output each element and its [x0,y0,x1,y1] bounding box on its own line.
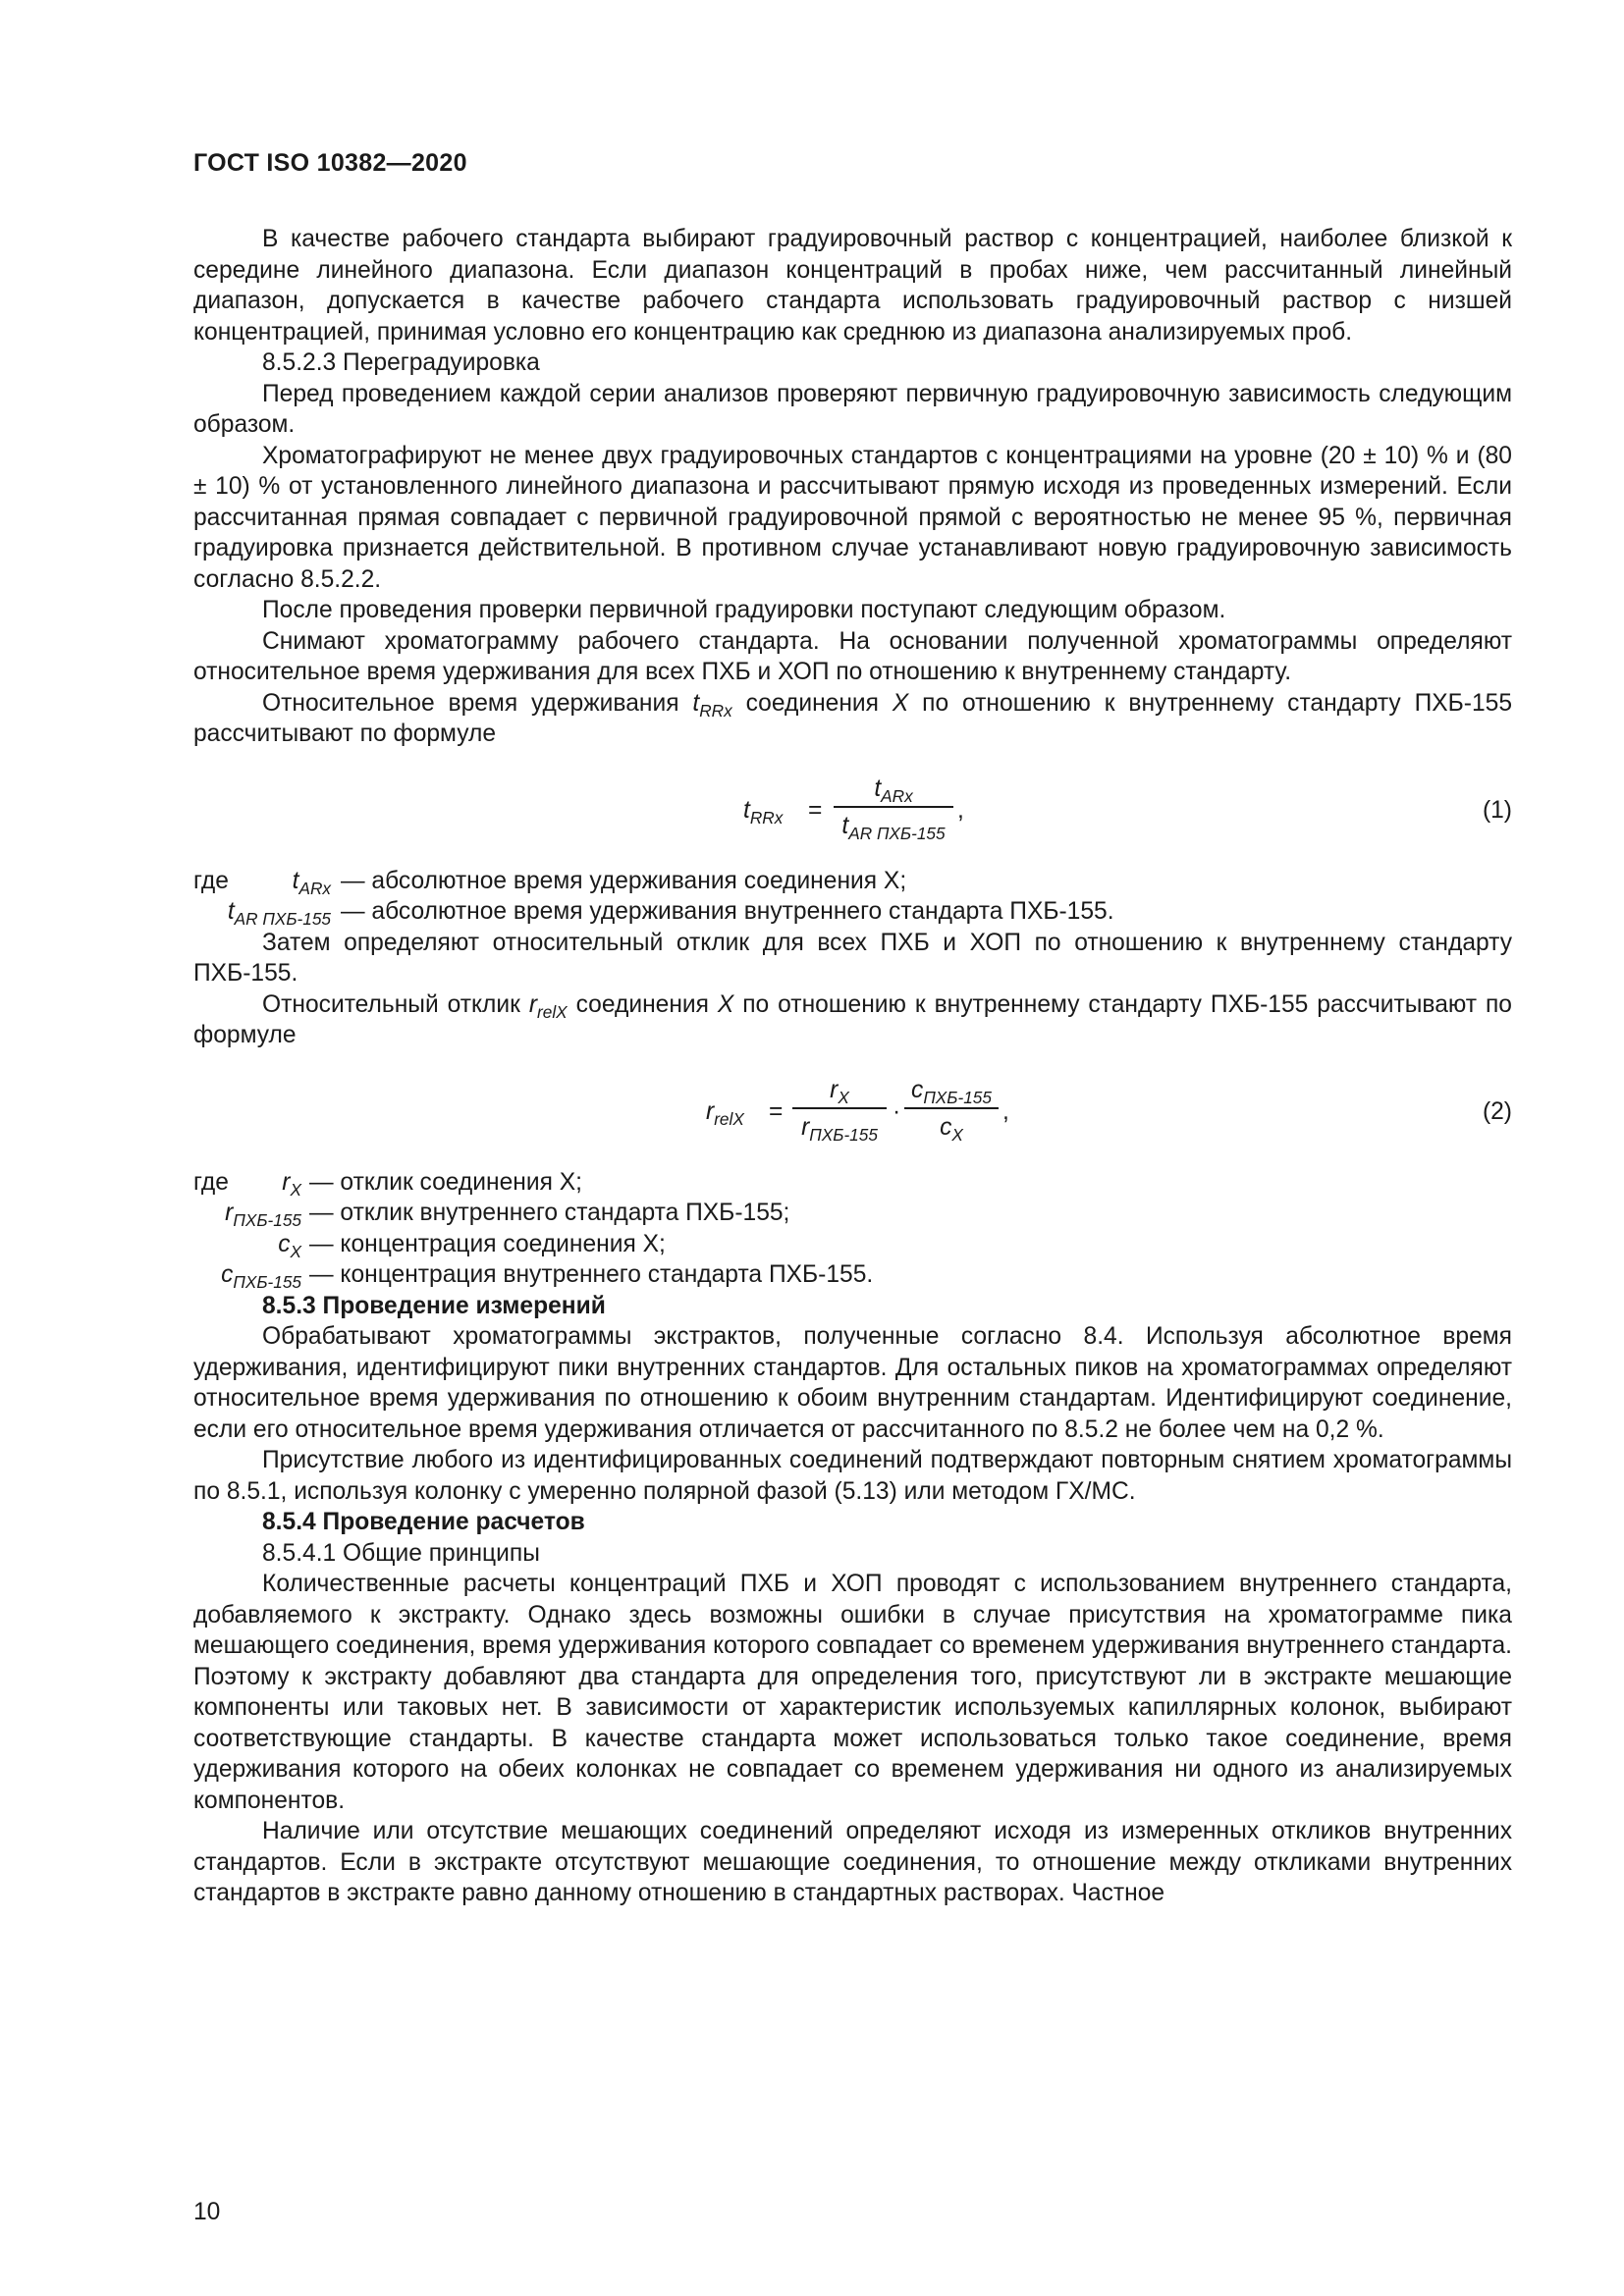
fraction [792,1075,887,1144]
fraction [904,1075,999,1144]
paragraph: Снимают хроматограмму рабочего стандарта. На основании полученной хроматограммы определяют относительное время удерживания для всех ПХБ и ХОП по отношению к внутреннему стандарту. [193,627,1512,685]
symbol: X [892,689,909,717]
where-text: — отклик внутреннего стандарта ПХБ-155; [309,1200,790,1226]
symbol: r [528,990,538,1018]
paragraph: Хроматографируют не менее двух градуировочных стандартов с концентрациями на уровне (20 ± 10) % и (80 ± 10) % от установленного линейного диапазона и рассчитывают прямую исходя из проведенных измерений. Если рассчитанная прямая совпадает с первичной градуировочной прямой с вероятностью не менее 95 %, первичная градуировка признается действительной. В противном случае устанавливают новую градуировочную зависимость согласно 8.5.2.2. [193,442,1512,593]
formula-number: (2) [1482,1097,1512,1125]
where-symbol: $c_{ПХБ-155}$ [221,1261,301,1293]
text-run: по отношению к внутреннему стандарту ПХБ-155 рассчитывают по формуле [193,990,1512,1048]
where-text: — концентрация соединения X; [309,1230,666,1257]
where-symbol: $t_{AR ПХБ-155}$ [227,898,331,930]
where-text: — концентрация внутреннего стандарта ПХБ-155. [309,1261,874,1288]
where-row [193,1259,1512,1291]
where-row [193,896,1512,928]
formula-1 [193,760,1512,858]
fraction-bar [792,1107,887,1109]
where-text: — абсолютное время удерживания внутреннего стандарта ПХБ-155. [341,898,1114,925]
where-symbol: $r_X$ [282,1168,301,1200]
text-run: соединения [731,689,893,717]
where-text: — абсолютное время удерживания соединения X; [341,867,907,894]
paragraph: В качестве рабочего стандарта выбирают градуировочный раствор с концентрацией, наиболее близкой к середине линейного диапазона. Если диапазон концентраций в пробах ниже, чем рассчитанный линейный диапазон, допускается в качестве рабочего стандарта использовать градуировочный раствор с низшей концентрацией, принимая условно его концентрацию как среднюю из диапазона анализируемых проб. [193,226,1512,346]
paragraph: Наличие или отсутствие мешающих соединений определяют исходя из измеренных откликов внутренних стандартов. Если в экстракте отсутствуют мешающие соединения, то отношение между откликами внутренних стандартов в экстракте равно данному отношению в стандартных растворах. Частное [193,1818,1512,1906]
where-row [193,1167,1512,1199]
fraction-bar [904,1107,999,1109]
paragraph: Затем определяют относительный отклик для всех ПХБ и ХОП по отношению к внутреннему стандарту ПХБ-155. [193,929,1512,987]
where-symbol: $r_{ПХБ-155}$ [225,1200,301,1231]
where-row [193,866,1512,897]
formula-number: (1) [1482,796,1512,824]
fraction-bar [834,806,953,808]
subscript: RRx [699,700,732,721]
paragraph [193,688,1512,750]
where-label: где [193,867,229,894]
paragraph: Обрабатывают хроматограммы экстрактов, полученные согласно 8.4. Используя абсолютное время удерживания, идентифицируют пики внутренних стандартов. Для остальных пиков на хроматограммах определяют относительное время удерживания по отношению к обоим внутренним стандартам. Идентифицируют соединение, если его относительное время удерживания отличается от рассчитанного по 8.5.2 не более чем на 0,2 %. [193,1323,1512,1443]
denominator: $r_{ПХБ-155}$ [801,1114,878,1146]
paragraph: Количественные расчеты концентраций ПХБ и ХОП проводят с использованием внутреннего стандарта, добавляемого к экстракту. Однако здесь возможны ошибки в случае присутствия на хроматограмме пика мешающего соединения, время удерживания которого совпадает со временем удерживания внутреннего стандарта. Поэтому к экстракту добавляют два стандарта для определения того, присутствуют ли в экстракте мешающие компоненты или таковых нет. В зависимости от характеристик используемых капиллярных колонок, выбирают соответствующие стандарты. В качестве стандарта может использоваться только такое соединение, время удерживания которого на обеих колонках не совпадает со временем удерживания ни одного из анализируемых компонентов. [193,1571,1512,1814]
formula-tail: , [1002,1097,1009,1125]
page-number: 10 [193,2199,221,2225]
where-row [193,1198,1512,1229]
where-text: — отклик соединения X; [309,1168,582,1196]
paragraph: После проведения проверки первичной градуировки поступают следующим образом. [262,597,1226,623]
where-row [193,1229,1512,1260]
denominator: $t_{AR ПХБ-155}$ [841,813,946,844]
where-symbol: $c_X$ [278,1230,301,1261]
denominator: $c_X$ [940,1114,963,1146]
equals-sign: = [808,796,823,824]
subsection-heading: 8.5.4.1 Общие принципы [262,1539,540,1567]
section-heading: 8.5.4 Проведение расчетов [262,1509,585,1535]
formula-2 [193,1061,1512,1159]
text-run: по отношению к внутреннему стандарту ПХБ-155 рассчитывают по формуле [193,689,1513,747]
document-header: ГОСТ ISO 10382—2020 [193,149,467,177]
numerator: $c_{ПХБ-155}$ [911,1076,992,1107]
section-heading: 8.5.3 Проведение измерений [262,1292,606,1319]
numerator: $r_X$ [830,1076,849,1107]
numerator: $t_{ARx}$ [874,774,913,806]
paragraph: Присутствие любого из идентифицированных соединений подтверждают повторным снятием хроматограммы по 8.5.1, используя колонку с умеренно полярной фазой (5.13) или методом ГХ/МС. [193,1447,1512,1505]
formula-lhs: $r_{relX}$ [706,1097,744,1129]
formula-lhs: $t_{RRx}$ [743,796,784,828]
document-body [193,224,1512,1909]
where-symbol: $t_{ARx}$ [292,867,331,898]
text-run: Относительное время удерживания [262,689,693,717]
symbol: t [692,689,700,717]
text-run: соединения [567,990,718,1018]
equals-sign: = [769,1097,784,1125]
subscript: relX [537,1001,568,1022]
paragraph [193,989,1512,1051]
where-label: где [193,1168,229,1196]
text-run: Относительный отклик [262,990,529,1018]
formula-tail: , [957,796,964,824]
symbol: X [717,990,734,1018]
subsection-heading: 8.5.2.3 Переградуировка [262,349,540,376]
fraction [834,774,953,842]
paragraph: Перед проведением каждой серии анализов проверяют первичную градуировочную зависимость следующим образом. [193,380,1512,438]
multiply-dot: · [893,1097,901,1125]
